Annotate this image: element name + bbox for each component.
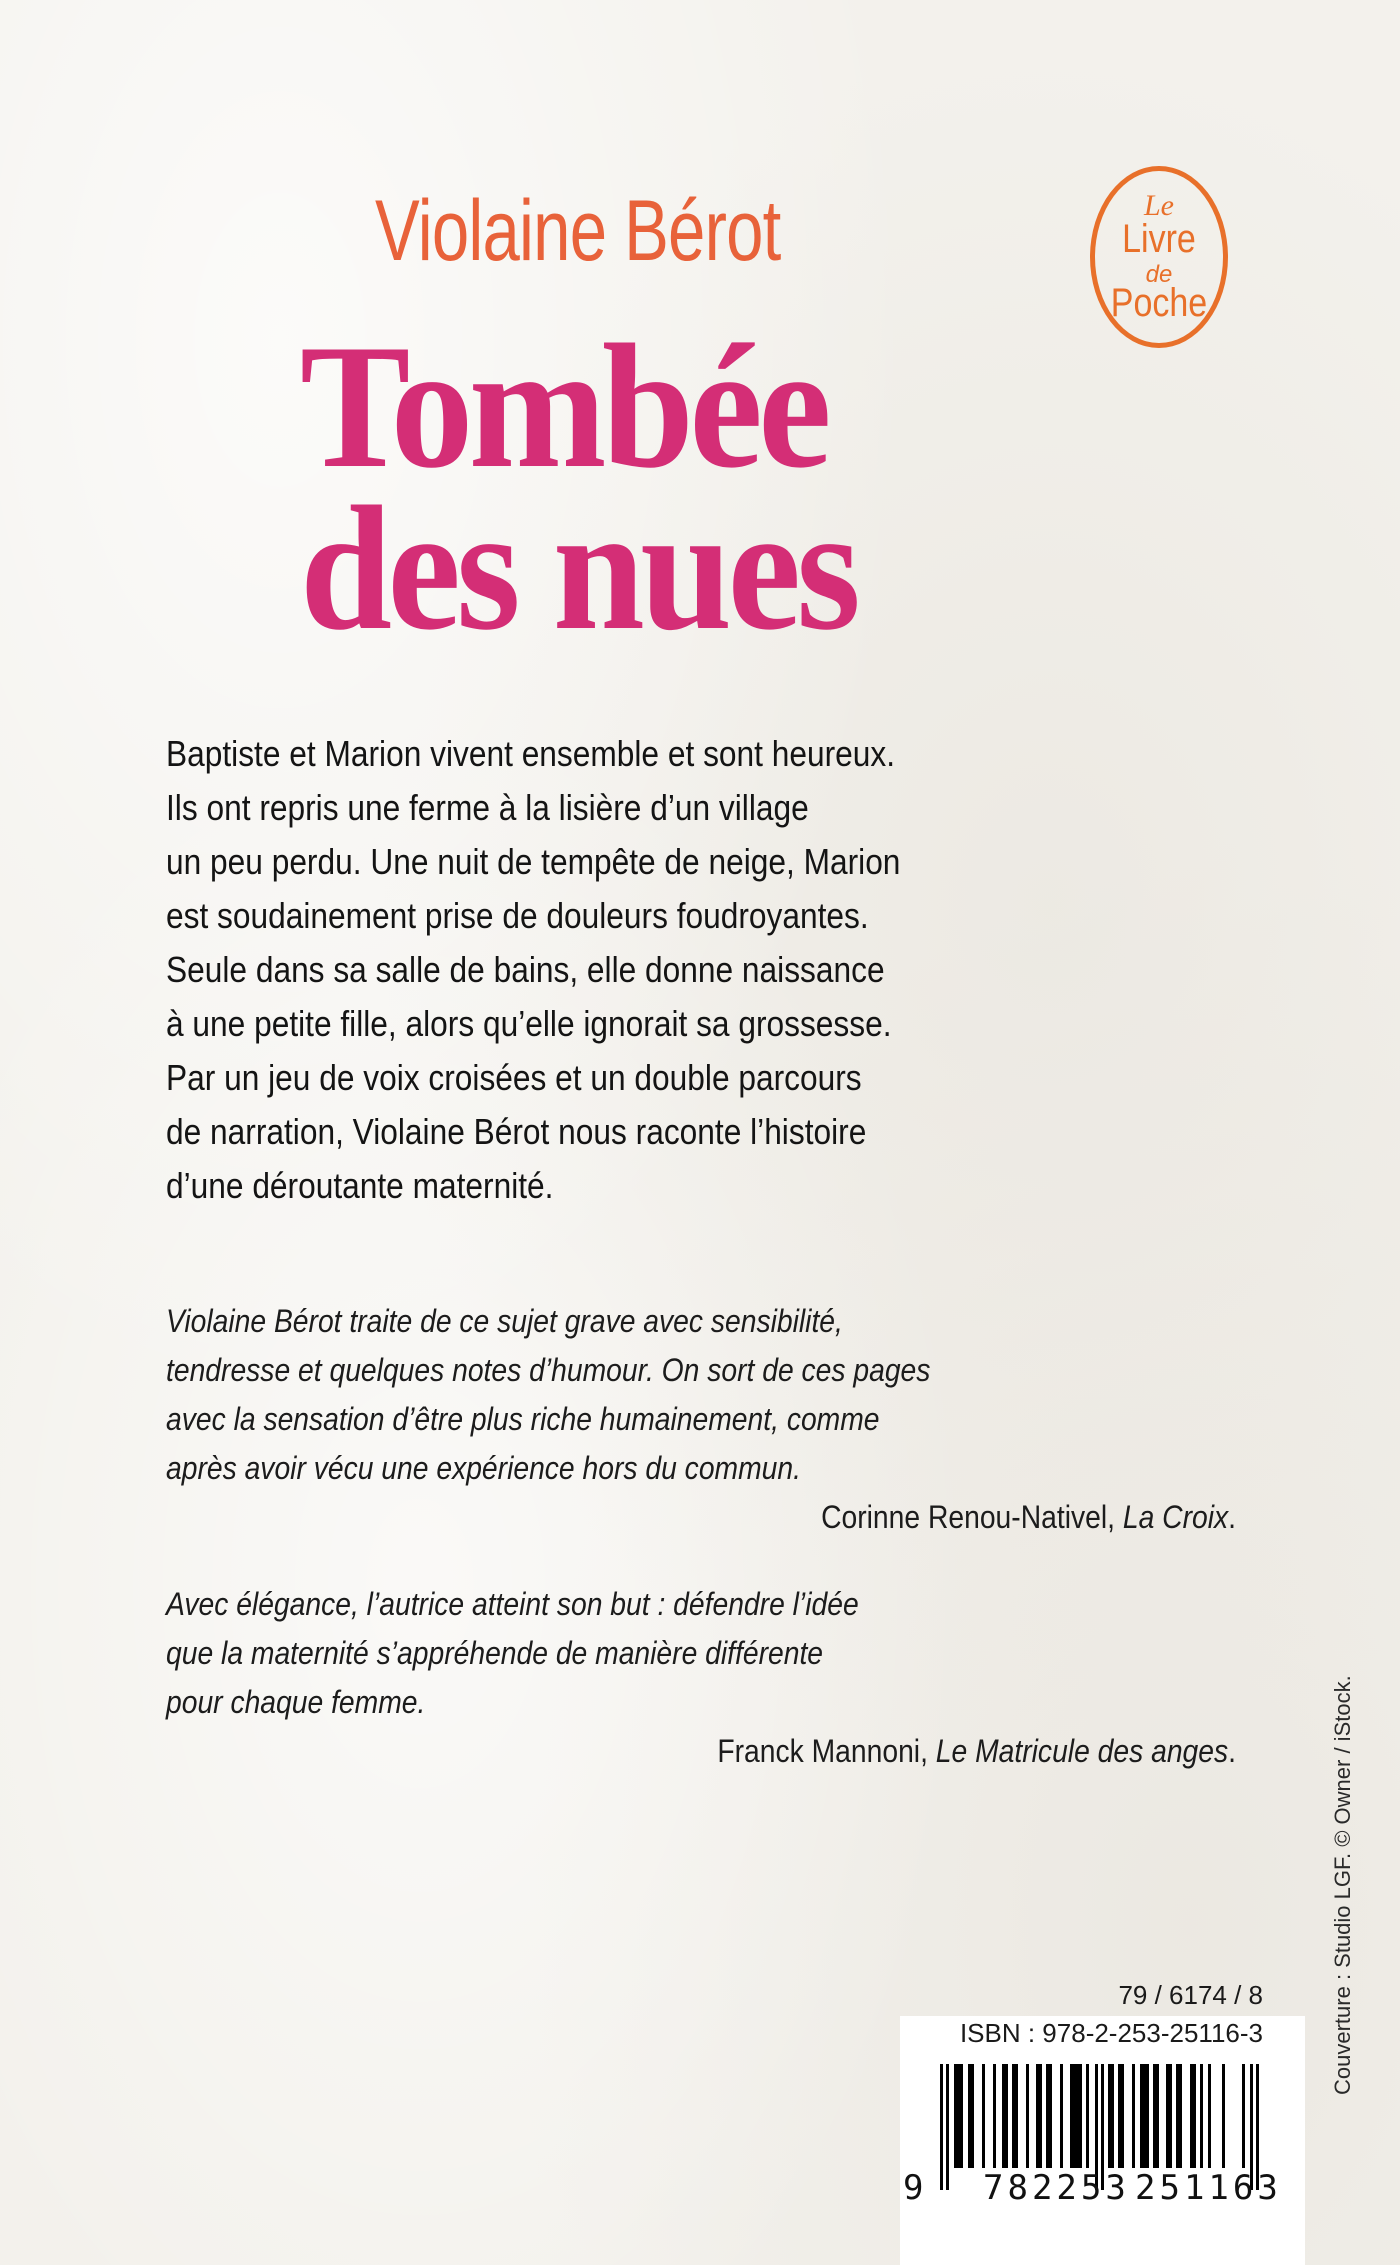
- blurb-line: de narration, Violaine Bérot nous raconte l’histoire: [166, 1111, 867, 1152]
- blurb-line: à une petite fille, alors qu’elle ignorait sa grossesse.: [166, 1003, 892, 1044]
- catalog-code: 79 / 6174 / 8: [1118, 1980, 1263, 2010]
- publication-name: La Croix: [1122, 1499, 1229, 1535]
- quote-line: pour chaque femme.: [166, 1684, 426, 1720]
- logo-de: de: [1145, 261, 1173, 288]
- attribution-period: .: [1228, 1733, 1236, 1769]
- quote-attribution: [305, 1493, 1236, 1542]
- book-title: [300, 307, 857, 667]
- quote-line: tendresse et quelques notes d’humour. On sort de ces pages: [166, 1352, 931, 1388]
- title-line-1: Tombée: [300, 307, 828, 505]
- publication-name: Le Matricule des anges: [935, 1733, 1229, 1769]
- publisher-logo: [1090, 166, 1228, 348]
- cover-credit: Couverture : Studio LGF. © Owner / iStock.: [1330, 1675, 1355, 2095]
- quote-line: après avoir vécu une expérience hors du commun.: [166, 1450, 801, 1486]
- blurb-line: un peu perdu. Une nuit de tempête de neige, Marion: [166, 841, 901, 882]
- logo-livre: Livre: [1122, 217, 1196, 261]
- quote-attribution: [305, 1727, 1236, 1776]
- blurb-line: Seule dans sa salle de bains, elle donne naissance: [166, 949, 885, 990]
- quote-line: Violaine Bérot traite de ce sujet grave avec sensibilité,: [166, 1303, 843, 1339]
- barcode-group-2: 251163: [1135, 2168, 1282, 2208]
- blurb-line: d’une déroutante maternité.: [166, 1165, 554, 1206]
- press-quote-matricule: [166, 1580, 1236, 1776]
- barcode-group-1: 782253: [983, 2168, 1130, 2208]
- quote-line: que la maternité s’appréhende de manière différente: [166, 1635, 824, 1671]
- barcode-first-digit: 9: [903, 2168, 924, 2208]
- quote-line: avec la sensation d’être plus riche humainement, comme: [166, 1401, 880, 1437]
- blurb-line: Ils ont repris une ferme à la lisière d’un village: [166, 787, 809, 828]
- attribution-period: .: [1228, 1499, 1236, 1535]
- logo-le: Le: [1144, 189, 1174, 222]
- blurb-line: Baptiste et Marion vivent ensemble et sont heureux.: [166, 733, 896, 774]
- blurb-line: Par un jeu de voix croisées et un double parcours: [166, 1057, 862, 1098]
- logo-poche: Poche: [1110, 281, 1208, 325]
- blurb-line: est soudainement prise de douleurs foudroyantes.: [166, 895, 869, 936]
- isbn-label: ISBN : 978-2-253-25116-3: [959, 2018, 1263, 2048]
- critic-name: Franck Mannoni,: [717, 1733, 936, 1769]
- blurb: [166, 727, 1186, 1213]
- critic-name: Corinne Renou-Nativel,: [821, 1499, 1123, 1535]
- press-quote-la-croix: [166, 1297, 1236, 1542]
- title-line-2: des nues: [300, 469, 857, 667]
- quote-line: Avec élégance, l’autrice atteint son but : défendre l’idée: [166, 1586, 859, 1622]
- author-name: Violaine Bérot: [375, 183, 781, 279]
